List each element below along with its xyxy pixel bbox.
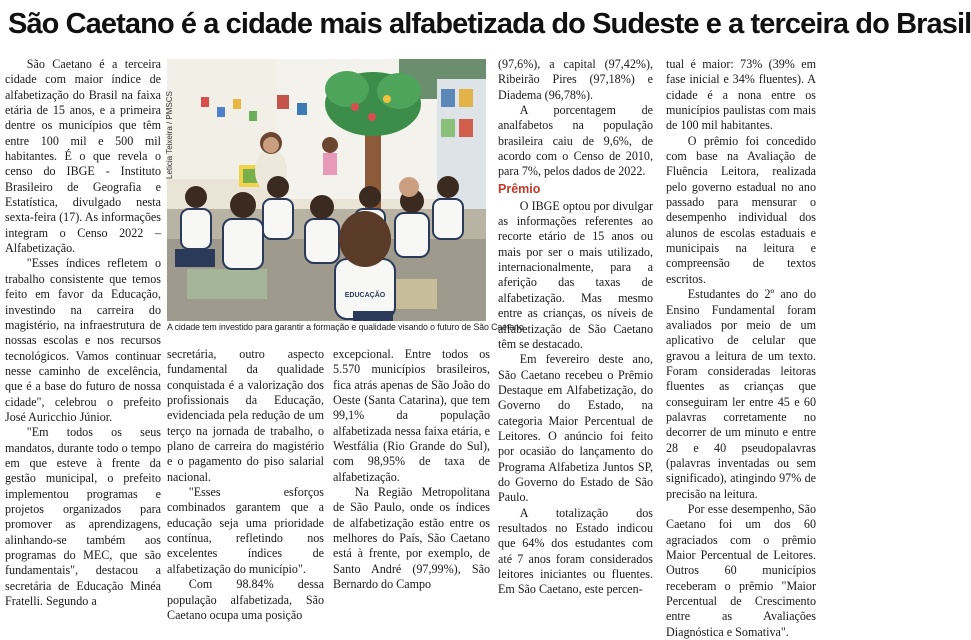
headline: São Caetano é a cidade mais alfabetizada do Sudeste e a terceira do Brasil	[8, 8, 971, 40]
paragraph: "Esses esforços combinados garantem que a educação seja uma prioridade contínua, refletindo nos excelentes índices de alfabetização do município".	[167, 485, 324, 576]
paragraph: Estudantes do 2º ano do Ensino Fundamental foram avaliados por meio de um aplicativo de celular que gravou a leitura de um texto. Foram consideradas leitoras fluentes as crianças que conseguiram ler entre 45 e 60 palavras corretamente no decorrer de um minuto e entre 28 e 40 pseudopalavras (palavras inventadas ou sem significado), atingindo 97% de precisão na leitura.	[666, 287, 816, 501]
paragraph: A porcentagem de analfabetos na população brasileira caiu de 9,6%, de acordo com o Censo de 2010, para 7%, pelos dados de 2022.	[498, 103, 653, 179]
article-column-5	[666, 57, 816, 639]
paragraph: O prêmio foi concedido com base na Avaliação de Fluência Leitora, realizada pelo governo estadual no ano passado para mensurar o desempenho individual dos alunos de escolas estaduais e municipais na leitura e compreensão de textos escritos.	[666, 133, 816, 286]
article-column-3	[333, 347, 490, 595]
paragraph: Por esse desempenho, São Caetano foi um dos 60 agraciados com o prêmio Maior Percentual de Leitores. Outros 60 municípios receberam o prêmio "Maior Percentual de Crescimento entre as Avaliações Diagnóstica e Somativa".	[666, 501, 816, 639]
section-title: Prêmio	[498, 181, 541, 196]
article-column-4	[498, 57, 653, 595]
paragraph: A totalização dos resultados no Estado indicou que 64% dos estudantes com até 7 anos foram considerados leitores iniciantes ou fluentes. Em São Caetano, este percen-	[498, 505, 653, 597]
paragraph: (97,6%), a capital (97,42%), Ribeirão Pires (97,18%) e Diadema (96,78%).	[498, 57, 653, 102]
paragraph: Em fevereiro deste ano, São Caetano recebeu o Prêmio Destaque em Alfabetização, do Governo do Estado, na categoria Maior Percentual de Leitores. O anúncio foi feito por ocasião do lançamento do Programa Alfabetiza Juntos SP, do Governo do Estado de São Paulo.	[498, 352, 653, 505]
paragraph: São Caetano é a terceira cidade com maior índice de alfabetização do Brasil na faixa etária de 15 anos, e a primeira dentre os municípios que têm entre 100 mil e 500 mil habitantes. É o que revela o censo do IBGE - Instituto Brasileiro de Geografia e Estatística, divulgado nesta sexta-feira (17). As informações integram o Censo 2022 – Alfabetização.	[5, 57, 161, 256]
paragraph: tual é maior: 73% (39% em fase inicial e 34% fluentes). A cidade é a nona entre os municípios paulistas com mais de 100 mil habitantes.	[666, 57, 816, 133]
photo-credit: Leticia Teixeira / PMSCS	[165, 91, 174, 179]
article-column-2	[167, 347, 324, 622]
shirt-label: EDUCAÇÃO	[344, 292, 386, 299]
paragraph: Com 98.84% dessa população alfabetizada, São Caetano ocupa uma posição	[167, 577, 324, 622]
article-column-1	[5, 57, 161, 609]
article-photo	[167, 59, 486, 321]
paragraph: "Em todos os seus mandatos, durante todo o tempo em que esteve à frente da gestão municipal, o prefeito implementou programas e projetos organizados para promover as aprendizagens, alinhando-se também aos programas do MEC, que são fundamentais", destacou a secretária de Educação Minéa Fratelli. Segundo a	[5, 425, 161, 609]
photo-caption: A cidade tem investido para garantir a formação e qualidade visando o futuro de São Caetano	[167, 322, 524, 332]
paragraph: secretária, outro aspecto fundamental da qualidade conquistada é a valorização dos profissionais da Educação, evidenciada pela redução de um terço na jornada de trabalho, o plano de carreira do magistério e o pagamento do piso salarial nacional.	[167, 347, 324, 484]
paragraph: Na Região Metropolitana de São Paulo, onde os índices de alfabetização estão entre os melhores do País, São Caetano está à frente, por exemplo, de Santo André (97,99%), São Bernardo do Campo	[333, 485, 490, 592]
paragraph: "Esses índices refletem o trabalho consistente que temos feito em favor da Educação, investindo na carreira do magistério, na infraestrutura de nossas escolas e nos recursos tecnológicos. Vamos continuar nesse caminho de excelência, que é a base do futuro de nossa cidade", celebrou o prefeito José Auricchio Júnior.	[5, 256, 161, 424]
paragraph: O IBGE optou por divulgar as informações referentes ao recorte etário de 15 anos ou mais por ser o mais utilizado, internacionalmente, para a aferição das taxas de alfabetização. Mas mesmo entre as crianças, os níveis de alfabetização de São Caetano têm se destacado.	[498, 198, 653, 351]
paragraph: excepcional. Entre todos os 5.570 municípios brasileiros, fica atrás apenas de São João do Oeste (Santa Catarina), que tem 99,1% da população alfabetizada nessa faixa etária, e Westfália (Rio Grande do Sul), com 98,95% de taxa de alfabetização.	[333, 347, 490, 484]
classroom-photo	[167, 59, 486, 321]
